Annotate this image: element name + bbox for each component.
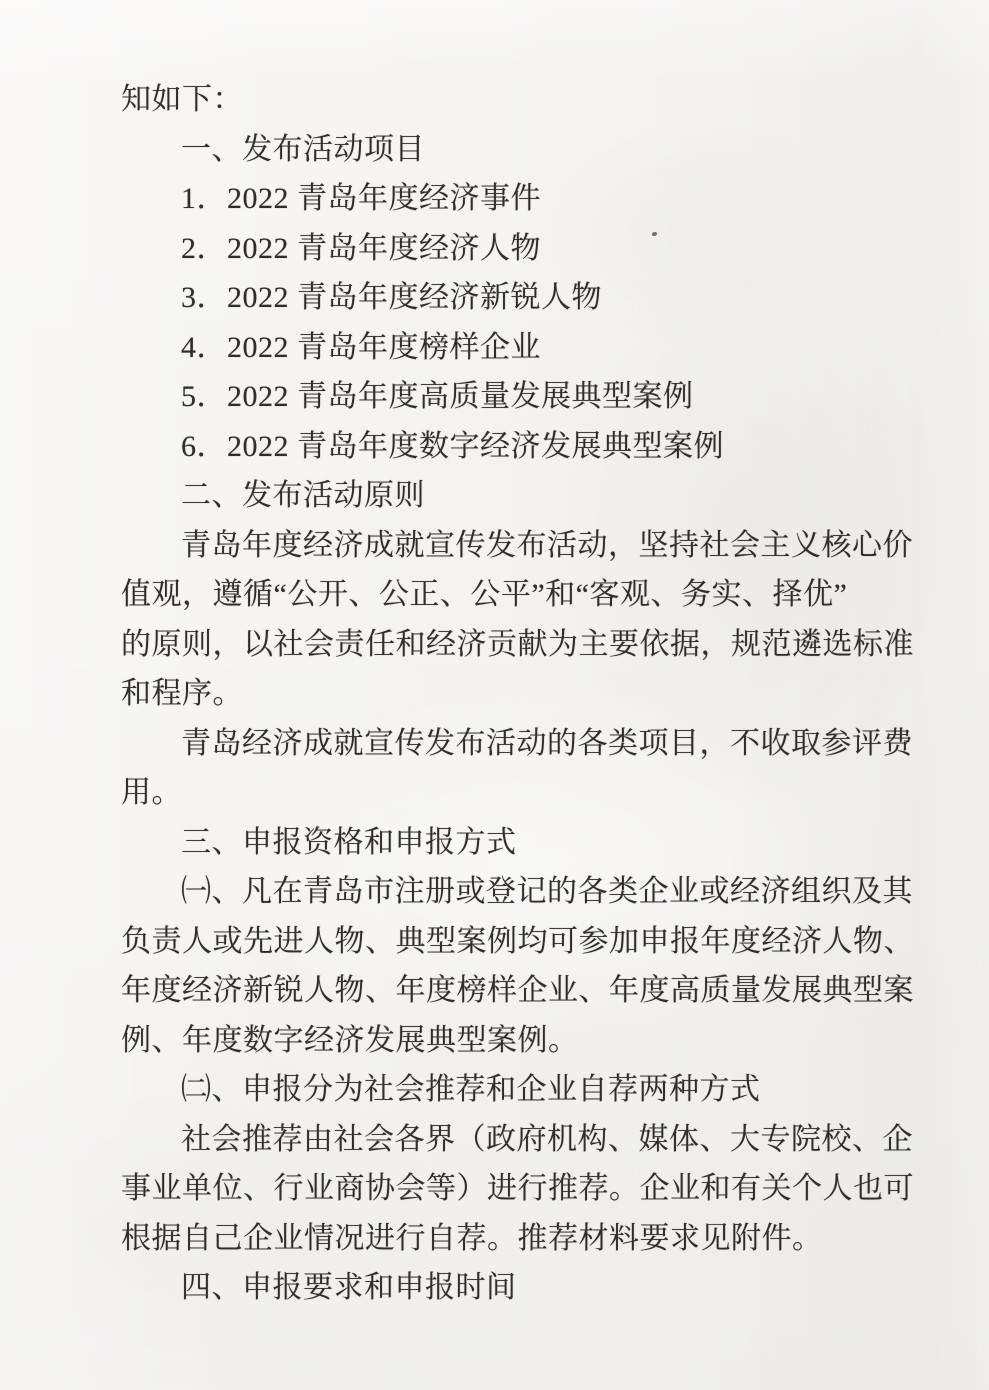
text-line: 青岛经济成就宣传发布活动的各类项目，不收取参评费 xyxy=(181,726,913,760)
text-line: ㈠、凡在青岛市注册或登记的各类企业或经济组织及其 xyxy=(181,875,913,908)
text-line: ㈡、申报分为社会推荐和企业自荐两种方式 xyxy=(181,1073,761,1106)
text-line: 事业单位、行业商协会等）进行推荐。企业和有关个人也可 xyxy=(121,1172,914,1205)
text-line: 青岛年度经济成就宣传发布活动，坚持社会主义核心价 xyxy=(181,528,913,562)
text-line: 三、申报资格和申报方式 xyxy=(181,825,517,859)
text-line: 负责人或先进人物、典型案例均可参加申报年度经济人物、 xyxy=(121,924,914,958)
text-line: 4．2022 青岛年度榜样企业 xyxy=(181,330,541,364)
text-line: 1．2022 青岛年度经济事件 xyxy=(181,182,541,215)
text-line: 和程序。 xyxy=(121,677,243,710)
text-line: 的原则，以社会责任和经济贡献为主要依据，规范遴选标准 xyxy=(121,627,914,661)
text-line: 值观，遵循“公开、公正、公平”和“客观、务实、择优” xyxy=(121,578,848,611)
text-line: 一、发布活动项目 xyxy=(181,132,425,166)
text-line: 根据自己企业情况进行自荐。推荐材料要求见附件。 xyxy=(121,1221,823,1255)
text-line: 社会推荐由社会各界（政府机构、媒体、大专院校、企 xyxy=(181,1122,913,1156)
text-line: 6．2022 青岛年度数字经济发展典型案例 xyxy=(181,429,724,463)
text-line: 5．2022 青岛年度高质量发展典型案例 xyxy=(181,380,694,413)
document-body xyxy=(121,75,914,1313)
text-line: 2．2022 青岛年度经济人物 xyxy=(181,231,541,265)
text-line: 3．2022 青岛年度经济新锐人物 xyxy=(181,281,602,314)
text-line: 用。 xyxy=(121,776,182,809)
text-line: 年度经济新锐人物、年度榜样企业、年度高质量发展典型案 xyxy=(121,974,914,1007)
text-line: 知如下： xyxy=(121,83,243,116)
text-line: 二、发布活动原则 xyxy=(181,479,425,512)
text-line: 例、年度数字经济发展典型案例。 xyxy=(121,1023,579,1057)
text-line: 四、申报要求和申报时间 xyxy=(181,1271,517,1304)
